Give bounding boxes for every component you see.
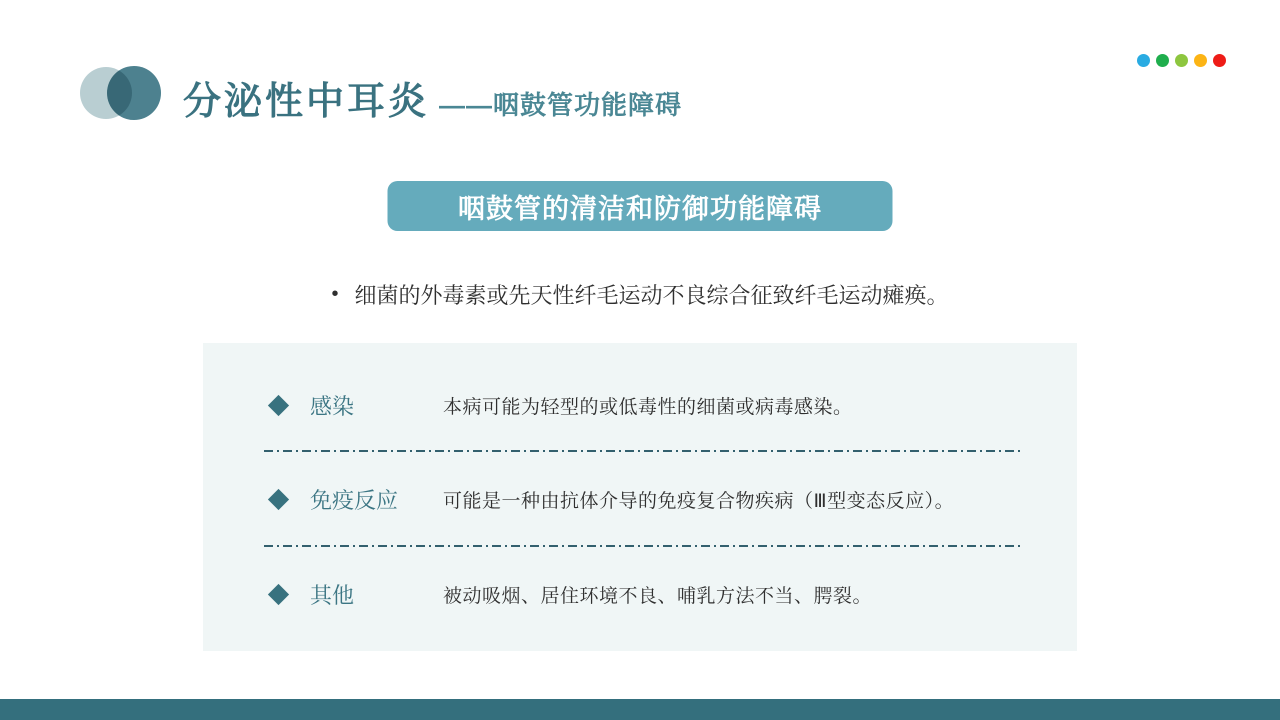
bottom-accent-bar — [0, 699, 1280, 720]
page-title: 分泌性中耳炎 — [183, 81, 430, 123]
cause-row-infection — [268, 388, 1037, 422]
cause-desc: 可能是一种由抗体介导的免疫复合物疾病（Ⅲ型变态反应）。 — [443, 490, 955, 512]
header — [183, 70, 682, 125]
dashed-divider — [264, 450, 1021, 452]
decor-dot-lightgreen — [1175, 54, 1188, 67]
bullet-text: 细菌的外毒素或先天性纤毛运动不良综合征致纤毛运动瘫痪。 — [354, 283, 949, 308]
cause-label: 感染 — [310, 393, 355, 419]
causes-panel — [203, 343, 1077, 651]
cause-label: 免疫反应 — [310, 487, 399, 513]
cause-label: 其他 — [310, 582, 355, 608]
diamond-icon — [268, 583, 289, 604]
decor-dot-yellow — [1194, 54, 1207, 67]
dashed-divider — [264, 545, 1021, 547]
bullet-icon: • — [331, 283, 339, 305]
decor-dot-red — [1213, 54, 1226, 67]
diamond-icon — [268, 394, 289, 415]
cause-row-immune — [268, 482, 1037, 516]
logo-circle-dark — [107, 66, 161, 120]
logo-overlapping-circles — [80, 66, 160, 120]
decor-dot-blue — [1137, 54, 1150, 67]
bullet-line — [0, 279, 1280, 310]
page-subtitle: ——咽鼓管功能障碍 — [439, 90, 683, 120]
cause-row-other — [268, 577, 1037, 611]
cause-desc: 本病可能为轻型的或低毒性的细菌或病毒感染。 — [443, 396, 853, 418]
decor-dot-green — [1156, 54, 1169, 67]
section-banner: 咽鼓管的清洁和防御功能障碍 — [388, 181, 893, 231]
cause-desc: 被动吸烟、居住环境不良、哺乳方法不当、腭裂。 — [443, 585, 873, 607]
decor-dots — [1137, 54, 1226, 67]
diamond-icon — [268, 488, 289, 509]
